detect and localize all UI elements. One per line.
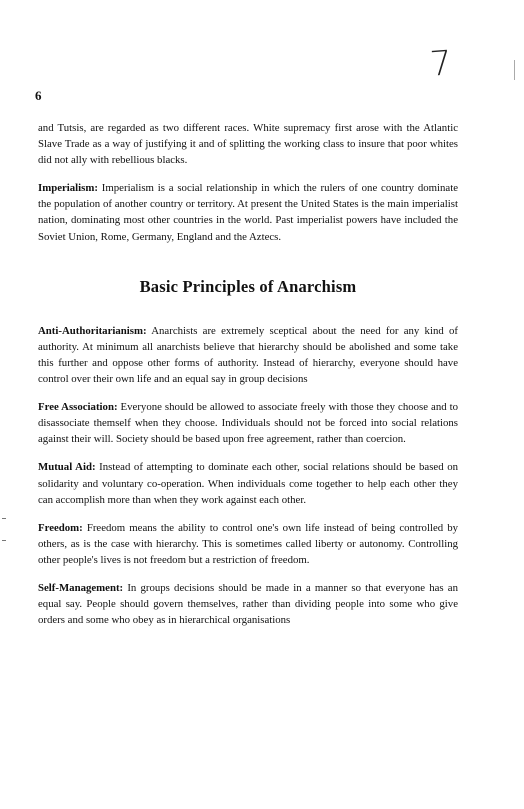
paragraph-mutual-aid	[38, 459, 458, 507]
term: Anti-Authoritarianism:	[38, 324, 147, 337]
section-heading: Basic Principles of Anarchism	[139, 276, 357, 296]
term-imperialism: Imperialism:	[38, 182, 98, 195]
term: Mutual Aid:	[38, 461, 96, 474]
paragraph-self-management	[38, 580, 458, 628]
page-number: 6	[35, 88, 42, 103]
definition: In groups decisions should be made in a manner so that everyone has an equal say. People should govern themselves, rather than dividing people into some who give orders and some who obey as in hierarchical organisations	[38, 581, 458, 627]
definition: Anarchists are extremely sceptical about the need for any kind of authority. At minimum all anarchists believe that hierarchy should be abolished and some take this further and oppose other forms of authority. Instead of hierarchy, everyone should have control over their own life and an equal say in group decisions	[38, 324, 458, 386]
handwritten-page-number: 7	[428, 43, 454, 85]
term: Self-Management:	[38, 581, 124, 594]
term: Freedom:	[38, 521, 83, 534]
paragraph-white-supremacy: and Tutsis, are regarded as two different races. White supremacy first arose with the Atlantic Slave Trade as a way of justifying it and of splitting the working class to insure that poor whites did not ally with rebellious blacks.	[38, 122, 458, 167]
paragraph-free-association	[38, 399, 458, 447]
definition: Freedom means the ability to control one's own life instead of being controlled by others, as is the case with hierarchy. This is sometimes called liberty or autonomy. Controlling other people's lives is not freedom but a restriction of freedom.	[38, 521, 458, 566]
margin-tick	[2, 540, 6, 541]
paragraph-imperialism	[38, 180, 458, 244]
definition: Everyone should be allowed to associate freely with those they choose and to disassociate themself when they choose. Individuals should not be forced into social relations against their will. Society should be based upon free agreement, rather than coercion.	[38, 401, 458, 446]
margin-mark	[514, 60, 515, 80]
definition-imperialism: Imperialism is a social relationship in which the rulers of one country dominate the population of another country or territory. At present the United States is the main imperialist nation, dominating most other countries in the world. Past imperialist powers have included the Soviet Union, Rome, Germany, England and the Aztecs.	[38, 182, 458, 243]
definition: Instead of attempting to dominate each other, social relations should be based on solidarity and voluntary co-operation. When individuals come together to help each other they can accomplish more than when they work against each other.	[38, 461, 458, 506]
term: Free Association:	[38, 401, 118, 414]
margin-tick	[2, 518, 6, 519]
paragraph-freedom	[38, 520, 458, 568]
page-body	[38, 120, 458, 640]
paragraph-anti-authoritarianism	[38, 323, 458, 387]
